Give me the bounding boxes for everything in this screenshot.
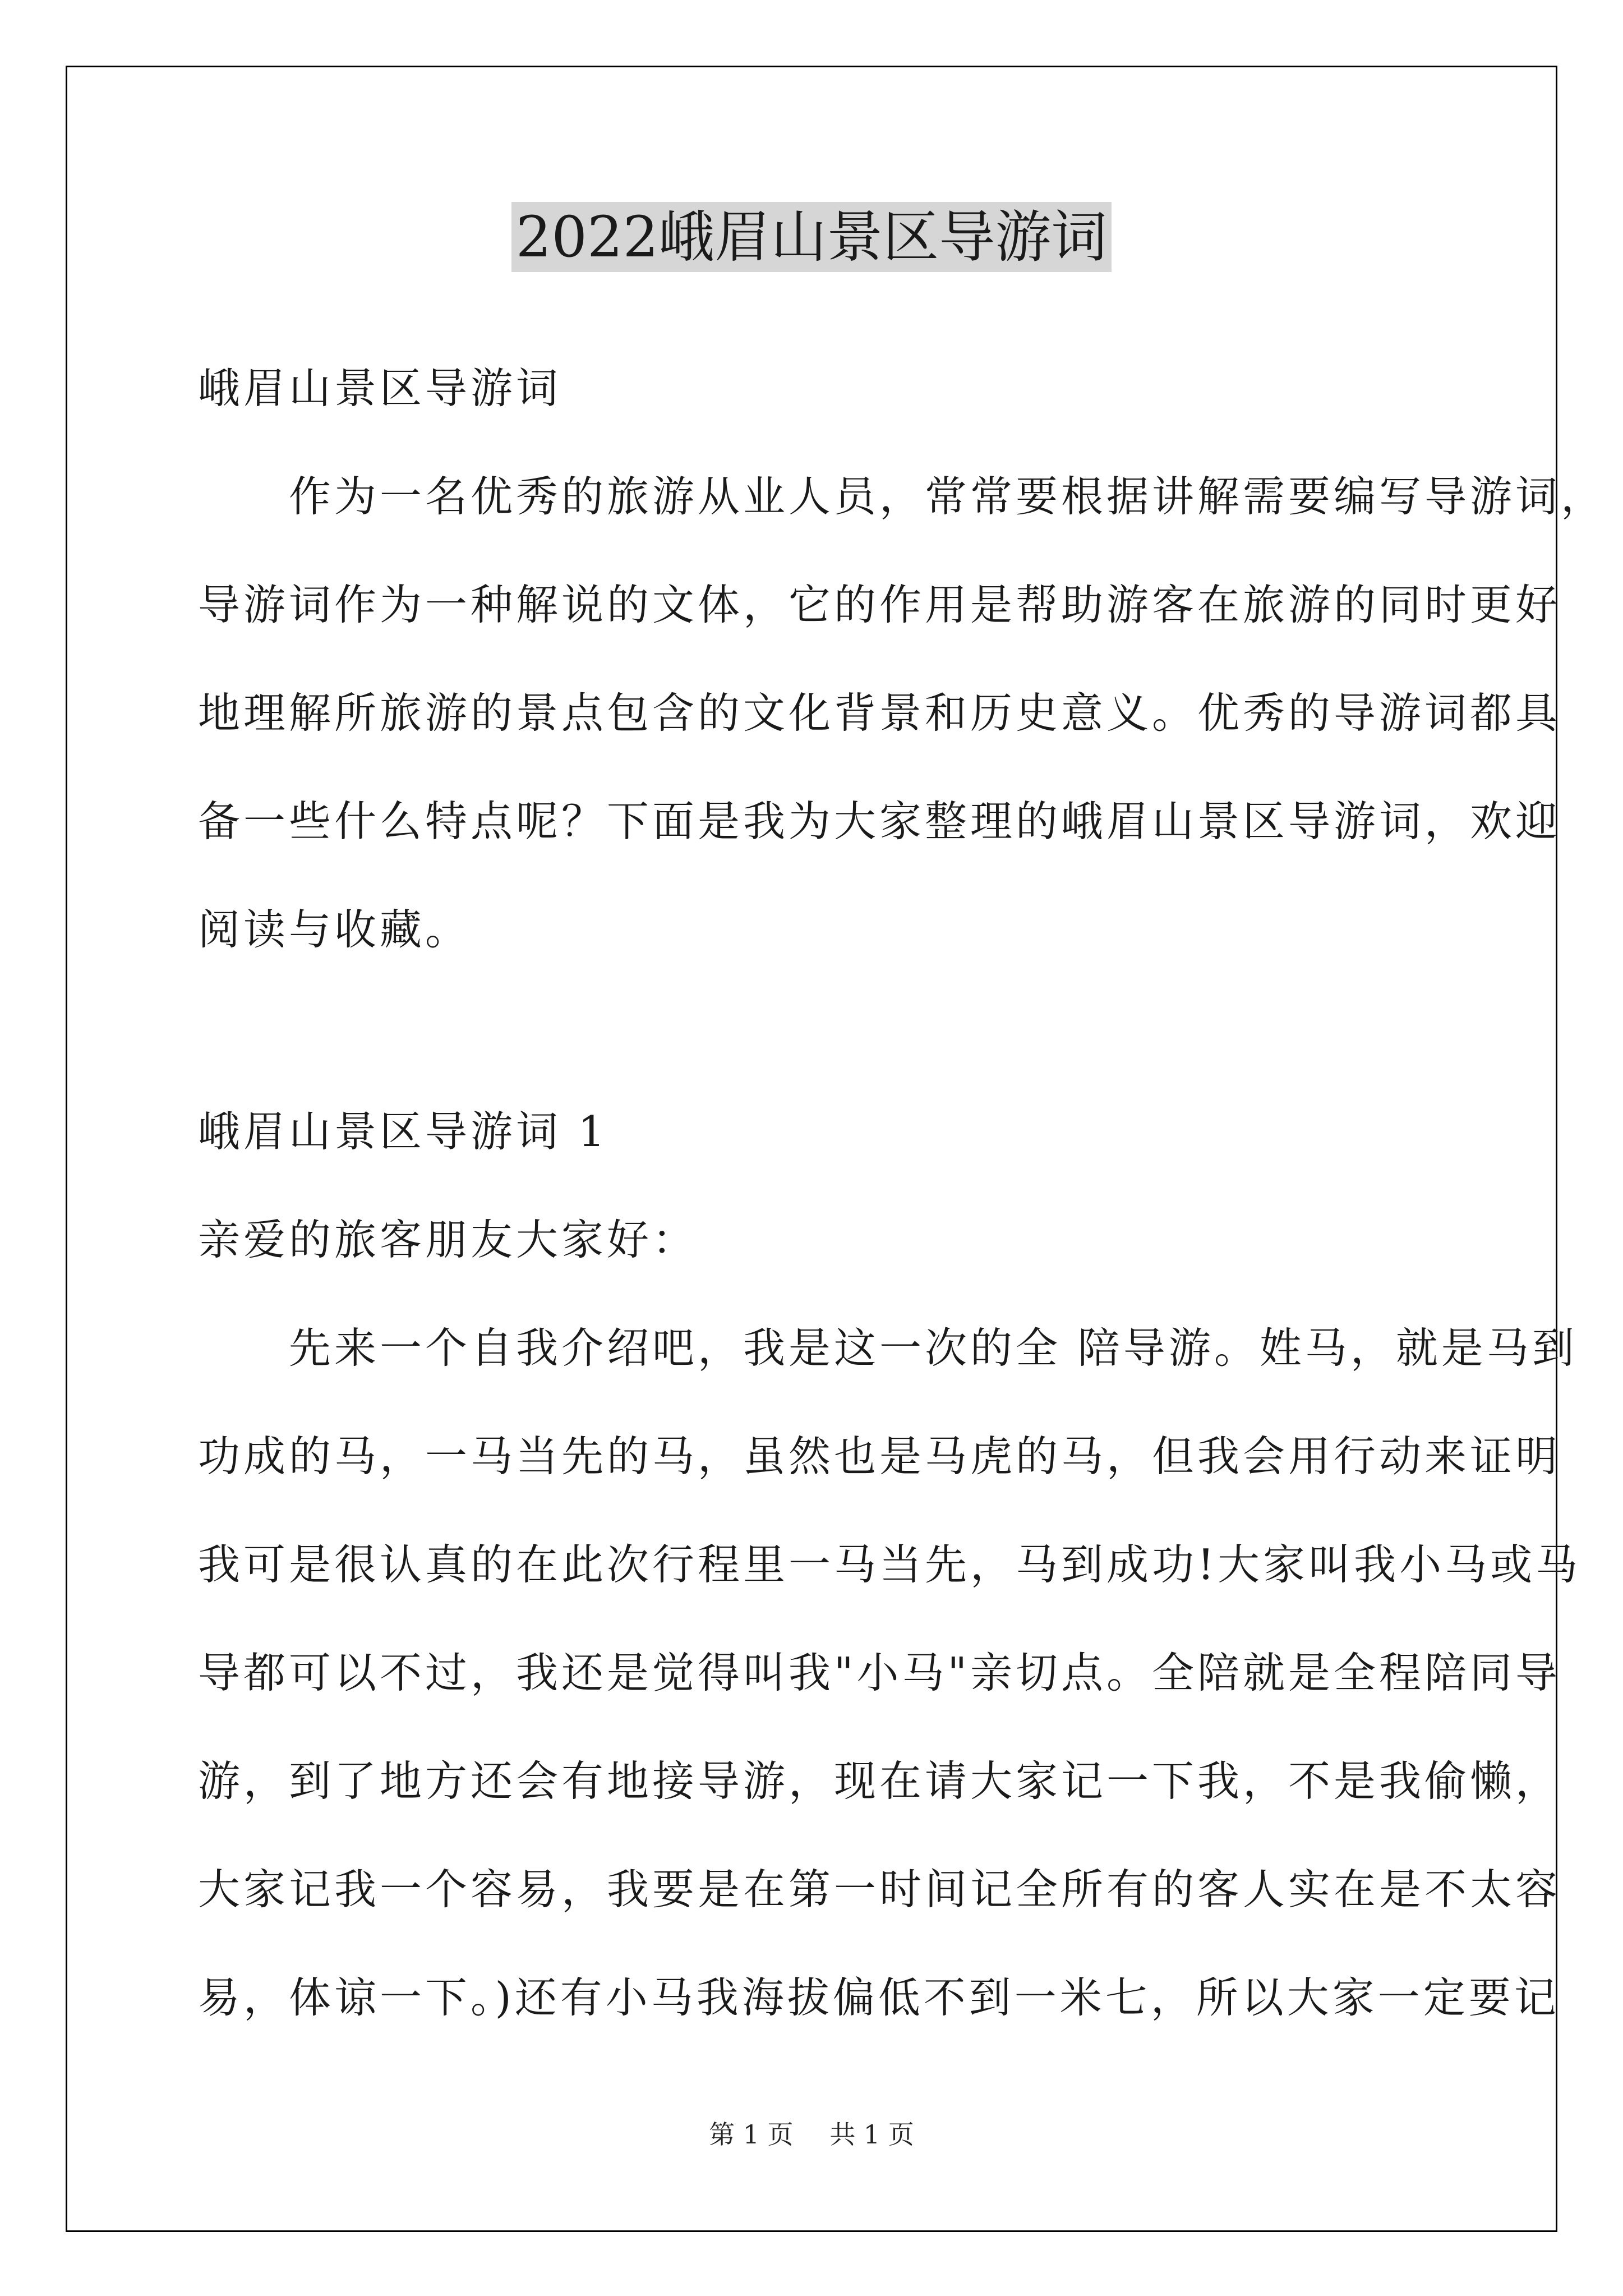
body-line: 先来一个自我介绍吧，我是这一次的全 陪导游。姓马，就是马到 bbox=[198, 1323, 1578, 1373]
body-line: 导都可以不过，我还是觉得叫我"小马"亲切点。全陪就是全程陪同导 bbox=[198, 1648, 1561, 1697]
subtitle: 峨眉山景区导游词 bbox=[198, 364, 562, 413]
body-line: 游，到了地方还会有地接导游，现在请大家记一下我，不是我偷懒， bbox=[198, 1756, 1561, 1806]
section-heading: 峨眉山景区导游词 1 bbox=[198, 1107, 608, 1156]
body-paragraph bbox=[198, 1294, 1581, 2052]
intro-line: 阅读与收藏。 bbox=[198, 905, 471, 954]
page-footer bbox=[0, 2118, 1623, 2151]
intro-line: 地理解所旅游的景点包含的文化背景和历史意义。优秀的导游词都具 bbox=[198, 688, 1561, 738]
greeting-line: 亲爱的旅客朋友大家好： bbox=[198, 1215, 698, 1264]
body-line: 功成的马，一马当先的马，虽然也是马虎的马，但我会用行动来证明 bbox=[198, 1432, 1561, 1481]
intro-line: 导游词作为一种解说的文体，它的作用是帮助游客在旅游的同时更好 bbox=[198, 580, 1561, 629]
page-number: 第 1 页 bbox=[709, 2119, 794, 2150]
intro-paragraph bbox=[198, 443, 1607, 984]
document-title-text: 2022峨眉山景区导游词 bbox=[511, 202, 1112, 272]
body-line: 易，体谅一下。)还有小马我海拔偏低不到一米七，所以大家一定要记 bbox=[198, 1973, 1560, 2022]
intro-line: 备一些什么特点呢？下面是我为大家整理的峨眉山景区导游词，欢迎 bbox=[198, 797, 1561, 846]
page-total: 共 1 页 bbox=[829, 2119, 914, 2150]
body-line: 我可是很认真的在此次行程里一马当先，马到成功!大家叫我小马或马 bbox=[198, 1540, 1581, 1589]
intro-line: 作为一名优秀的旅游从业人员，常常要根据讲解需要编写导游词， bbox=[198, 472, 1607, 521]
document-title bbox=[0, 198, 1623, 277]
body-line: 大家记我一个容易，我要是在第一时间记全所有的客人实在是不太容 bbox=[198, 1865, 1561, 1914]
